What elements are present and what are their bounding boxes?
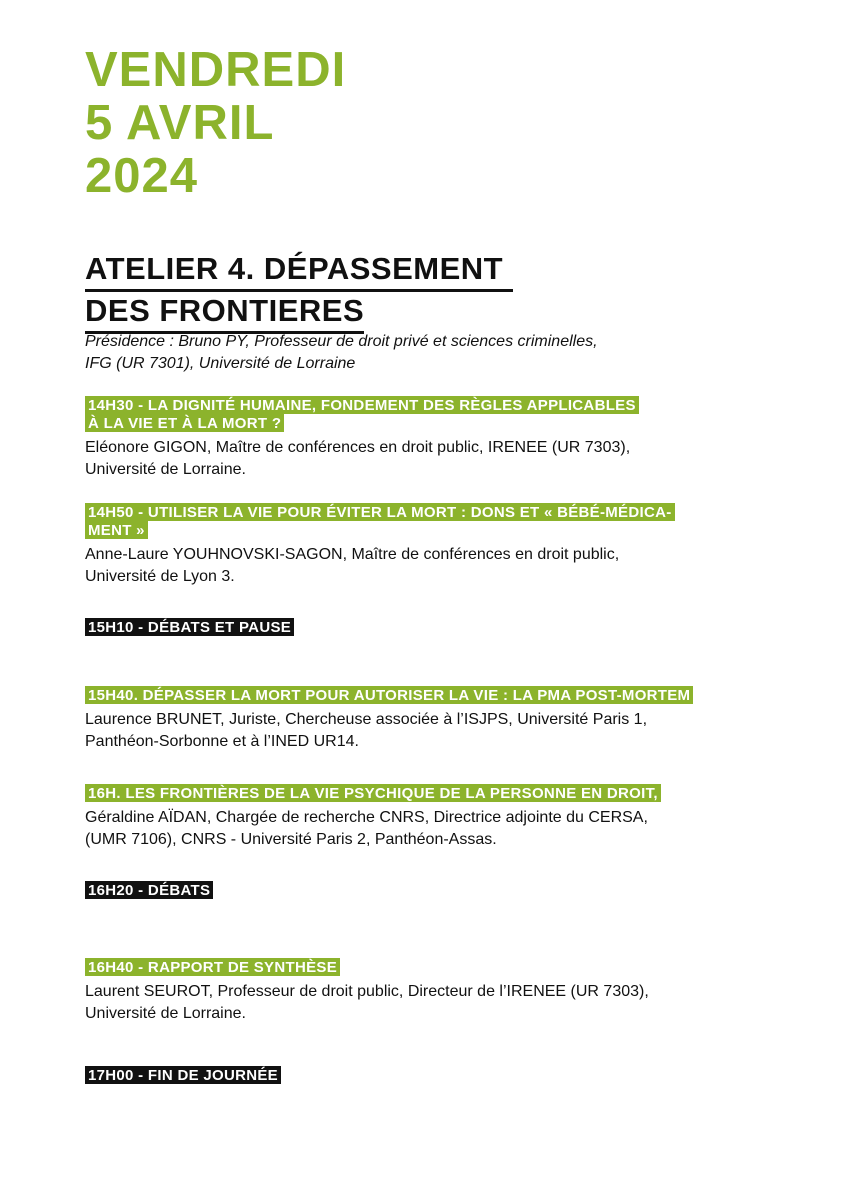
session-speaker [85,981,725,1025]
session-1430 [85,397,765,481]
session-1450 [85,504,765,588]
session-label: 15H10 - DÉBATS ET PAUSE [85,618,294,636]
speaker-line1: Laurent SEUROT, Professeur de droit public, Directeur de l’IRENEE (UR 7303), [85,983,649,1000]
session-1640 [85,959,765,1025]
session-speaker [85,437,725,481]
atelier-title-line2: DES FRONTIERES [85,292,364,334]
session-1600 [85,785,765,851]
date-year: 2024 [85,149,199,203]
presidence-line1: Présidence : Bruno PY, Professeur de droit privé et sciences criminelles, [85,333,598,350]
date-weekday: VENDREDI [85,43,347,97]
speaker-line2: Université de Lorraine. [85,1005,246,1022]
speaker-line1: Géraldine AÏDAN, Chargée de recherche CNRS, Directrice adjointe du CERSA, [85,809,648,826]
speaker-line1: Anne-Laure YOUHNOVSKI-SAGON, Maître de conférences en droit public, [85,546,620,563]
speaker-line1: Eléonore GIGON, Maître de conférences en droit public, IRENEE (UR 7303), [85,439,631,456]
session-1510 [85,619,765,637]
session-label: 16H20 - DÉBATS [85,881,213,899]
session-label: 16H. LES FRONTIÈRES DE LA VIE PSYCHIQUE DE LA PERSONNE EN DROIT, [85,784,661,802]
date-day-month: 5 AVRIL [85,96,275,150]
atelier-title [85,250,545,334]
speaker-line2: Panthéon-Sorbonne et à l’INED UR14. [85,733,359,750]
atelier-heading [85,250,545,334]
session-1700 [85,1067,765,1085]
presidence-line2: IFG (UR 7301), Université de Lorraine [85,355,356,372]
session-speaker [85,709,725,753]
session-label: 17H00 - FIN DE JOURNÉE [85,1066,281,1084]
session-label-cont: À LA VIE ET À LA MORT ? [85,414,284,432]
session-label: 14H30 - LA DIGNITÉ HUMAINE, FONDEMENT DES RÈGLES APPLICABLES [85,396,639,414]
session-label: 14H50 - UTILISER LA VIE POUR ÉVITER LA MORT : DONS ET « BÉBÉ-MÉDICA- [85,503,675,521]
atelier-title-line1: ATELIER 4. DÉPASSEMENT [85,250,513,292]
session-speaker [85,807,725,851]
event-date [85,44,346,203]
speaker-line1: Laurence BRUNET, Juriste, Chercheuse associée à l’ISJPS, Université Paris 1, [85,711,648,728]
session-label: 16H40 - RAPPORT DE SYNTHÈSE [85,958,340,976]
session-1540 [85,687,765,753]
session-speaker [85,544,725,588]
speaker-line2: Université de Lorraine. [85,461,246,478]
session-label: 15H40. DÉPASSER LA MORT POUR AUTORISER LA VIE : LA PMA POST-MORTEM [85,686,693,704]
speaker-line2: (UMR 7106), CNRS - Université Paris 2, Panthéon-Assas. [85,831,497,848]
speaker-line2: Université de Lyon 3. [85,568,235,585]
session-1620 [85,882,765,900]
presidence-text [85,331,725,375]
session-label-cont: MENT » [85,521,148,539]
